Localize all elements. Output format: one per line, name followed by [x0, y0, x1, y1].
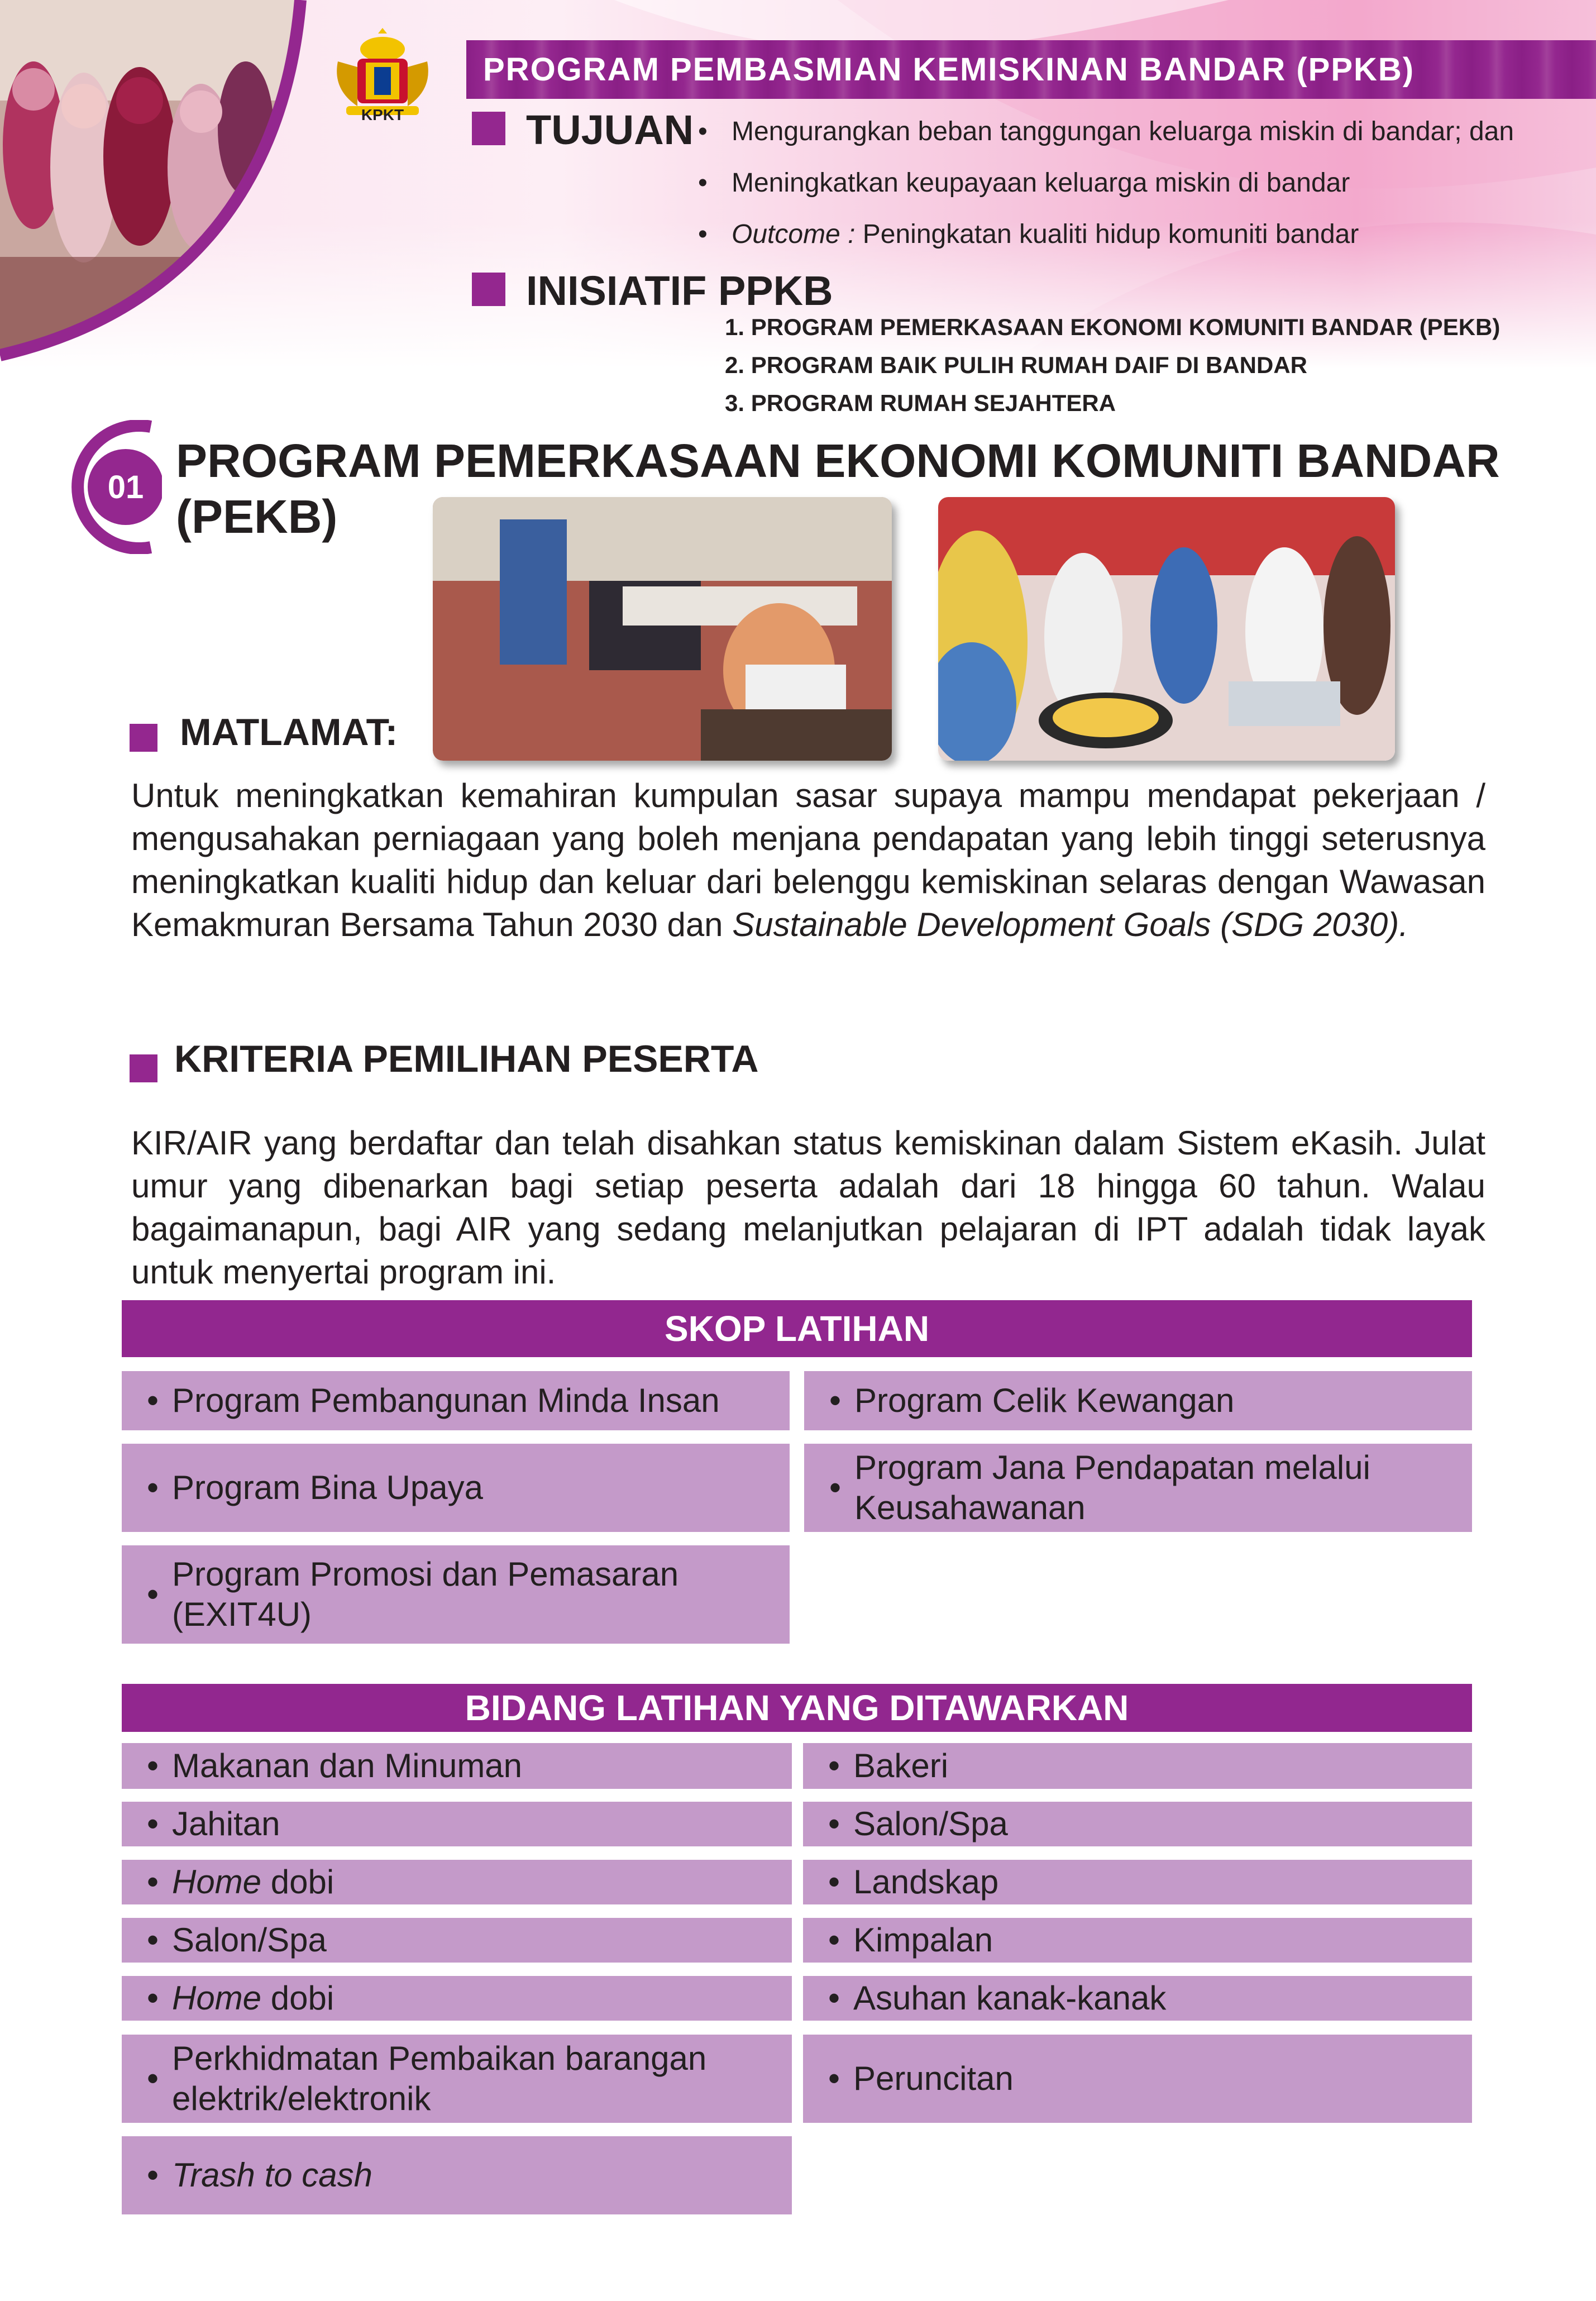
kriteria-square-icon: [130, 1054, 157, 1082]
bidang-item-text: Perkhidmatan Pembaikan barangan elektrik/elektronik: [172, 2040, 707, 2117]
outcome-label: Outcome :: [732, 219, 863, 249]
bidang-item: • Bakeri: [803, 1743, 1472, 1789]
bidang-item: • Trash to cash: [122, 2136, 792, 2214]
skop-item-text: Program Pembangunan Minda Insan: [172, 1382, 720, 1419]
bidang-item-text: Asuhan kanak-kanak: [853, 1979, 1167, 2017]
tujuan-item-1-text: Mengurangkan beban tanggungan keluarga miskin di bandar; dan: [732, 117, 1514, 146]
matlamat-body: Untuk meningkatkan kemahiran kumpulan sasar supaya mampu mendapat pekerjaan / mengusahakan perniagaan yang boleh menjana pendapatan yang lebih tinggi seterusnya meningkatkan kualiti hidup dan keluar dari belenggu kemiskinan selaras dengan Wawasan Kemakmuran Bersama Tahun 2030 dan: [131, 777, 1485, 943]
bidang-item: • Makanan dan Minuman: [122, 1743, 792, 1789]
bidang-item: • Home dobi: [122, 1976, 792, 2021]
banner-title: [466, 40, 1596, 99]
inisiatif-heading: INISIATIF PPKB: [526, 268, 833, 314]
inisiatif-item-3: 3. PROGRAM RUMAH SEJAHTERA: [725, 390, 1116, 416]
bidang-item: • Peruncitan: [803, 2035, 1472, 2123]
header-group-photo: [0, 0, 313, 369]
bidang-item-lead: Home: [172, 1863, 262, 1901]
bidang-item: • Perkhidmatan Pembaikan barangan elektrik/elektronik: [122, 2035, 792, 2123]
bidang-item-text: Landskap: [853, 1863, 999, 1901]
skop-item: • Program Pembangunan Minda Insan: [122, 1371, 790, 1430]
bidang-item: • Asuhan kanak-kanak: [803, 1976, 1472, 2021]
bidang-item-text: Kimpalan: [853, 1921, 993, 1959]
tujuan-item-3: • Outcome : Peningkatan kualiti hidup komuniti bandar: [698, 219, 1359, 249]
skop-item: • Program Celik Kewangan: [804, 1371, 1472, 1430]
bidang-latihan-title: BIDANG LATIHAN YANG DITAWARKAN: [465, 1688, 1129, 1728]
inisiatif-square-icon: [472, 273, 505, 306]
skop-item-text: Program Bina Upaya: [172, 1469, 483, 1506]
bidang-item: • Salon/Spa: [122, 1918, 792, 1963]
bidang-item-lead: Trash to cash: [172, 2156, 373, 2194]
tujuan-item-3-text: Peningkatan kualiti hidup komuniti bandar: [862, 219, 1359, 249]
skop-item-text: Program Celik Kewangan: [854, 1382, 1235, 1419]
kriteria-heading: KRITERIA PEMILIHAN PESERTA: [174, 1038, 759, 1080]
skop-item: • Program Jana Pendapatan melalui Keusahawanan: [804, 1444, 1472, 1532]
bidang-item: • Kimpalan: [803, 1918, 1472, 1963]
bidang-latihan-header: [122, 1684, 1472, 1732]
banner-title-text: PROGRAM PEMBASMIAN KEMISKINAN BANDAR (PPKB): [483, 51, 1415, 88]
matlamat-square-icon: [130, 724, 157, 752]
skop-latihan-title: SKOP LATIHAN: [664, 1309, 930, 1349]
matlamat-text: [131, 774, 1485, 946]
bidang-item: • Salon/Spa: [803, 1802, 1472, 1846]
bidang-item-text: Peruncitan: [853, 2060, 1014, 2097]
tujuan-item-1: • Mengurangkan beban tanggungan keluarga miskin di bandar; dan: [698, 117, 1514, 146]
matlamat-heading: MATLAMAT:: [180, 711, 398, 753]
skop-item-text: Program Jana Pendapatan melalui Keusahawanan: [854, 1449, 1370, 1526]
bidang-item-lead: Home: [172, 1979, 262, 2017]
tujuan-item-2-text: Meningkatkan keupayaan keluarga miskin di bandar: [732, 168, 1350, 198]
crest-label: KPKT: [361, 106, 404, 123]
bidang-item: • Jahitan: [122, 1802, 792, 1846]
sewing-class-photo: [433, 497, 892, 761]
bidang-item-text: dobi: [261, 1863, 335, 1901]
inisiatif-item-1: 1. PROGRAM PEMERKASAAN EKONOMI KOMUNITI BANDAR (PEKB): [725, 314, 1501, 340]
skop-item: • Program Bina Upaya: [122, 1444, 790, 1532]
bidang-item-text: Salon/Spa: [853, 1805, 1008, 1842]
bidang-item: • Home dobi: [122, 1860, 792, 1904]
tujuan-square-icon: [472, 112, 505, 145]
inisiatif-item-2: 2. PROGRAM BAIK PULIH RUMAH DAIF DI BANDAR: [725, 352, 1307, 378]
bidang-item-text: dobi: [261, 1979, 335, 2017]
section-number: 01: [107, 469, 144, 505]
skop-latihan-header: [122, 1300, 1472, 1357]
skop-item: • Program Promosi dan Pemasaran (EXIT4U): [122, 1545, 790, 1644]
tujuan-heading: TUJUAN: [526, 107, 694, 153]
bidang-item-text: Bakeri: [853, 1747, 949, 1784]
cooking-class-photo: [938, 497, 1395, 761]
section-title: PROGRAM PEMERKASAAN EKONOMI KOMUNITI BANDAR (PEKB): [176, 435, 1500, 543]
section-number-badge: [67, 420, 162, 554]
matlamat-sdg: Sustainable Development Goals (SDG 2030).: [732, 906, 1408, 943]
bidang-item: • Landskap: [803, 1860, 1472, 1904]
skop-item-text: Program Promosi dan Pemasaran (EXIT4U): [172, 1555, 679, 1633]
bidang-item-text: Salon/Spa: [172, 1921, 327, 1959]
bidang-item-text: Makanan dan Minuman: [172, 1747, 523, 1784]
kriteria-text: KIR/AIR yang berdaftar dan telah disahkan status kemiskinan dalam Sistem eKasih. Julat umur yang dibenarkan bagi setiap peserta adalah dari 18 hingga 60 tahun. Walau bagaimanapun, bagi AIR yang sedang melanjutkan pelajaran di IPT adalah tidak layak untuk menyertai program ini.: [131, 1124, 1485, 1291]
tujuan-item-2: • Meningkatkan keupayaan keluarga miskin di bandar: [698, 168, 1350, 198]
bidang-item-text: Jahitan: [172, 1805, 280, 1842]
